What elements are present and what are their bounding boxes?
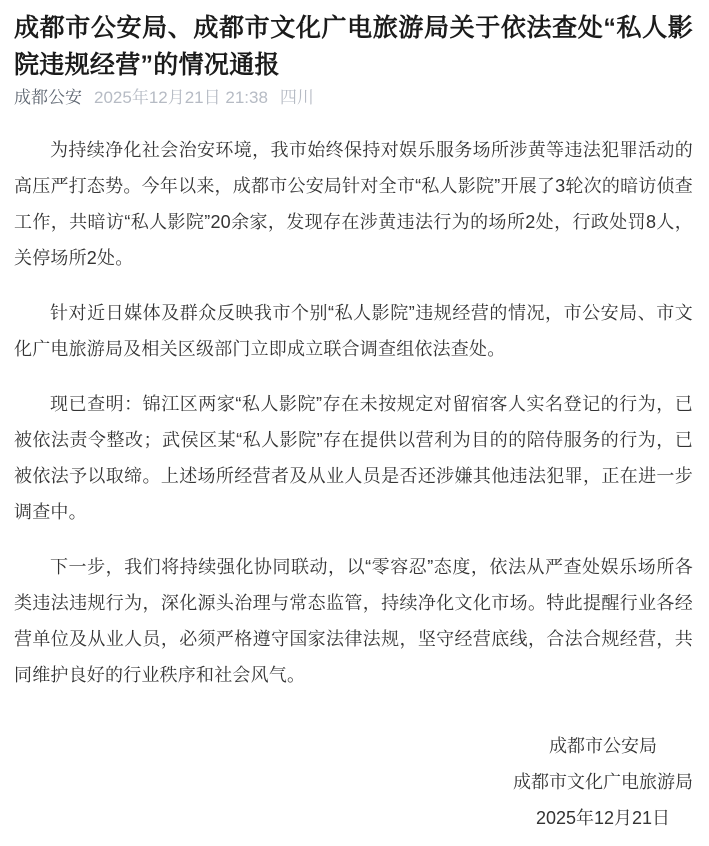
paragraph-1: 为持续净化社会治安环境，我市始终保持对娱乐服务场所涉黄等违法犯罪活动的高压严打态势。今年以来，成都市公安局针对全市“私人影院”开展了3轮次的暗访侦查工作，共暗访“私人影院”20余家，发现存在涉黄违法行为的场所2处，行政处罚8人，关停场所2处。 [14,140,693,268]
article-byline [14,86,693,110]
source-account-link[interactable]: 成都公安 [14,88,82,107]
signature-date: 2025年12月21日 [535,808,671,828]
paragraph-2: 针对近日媒体及群众反映我市个别“私人影院”违规经营的情况，市公安局、市文化广电旅游局及相关区级部门立即成立联合调查组依法查处。 [14,303,693,359]
article-title: 成都市公安局、成都市文化广电旅游局关于依法查处“私人影院违规经营”的情况通报 [14,14,693,79]
article-body [14,132,693,836]
signature-issuer-1: 成都市公安局 [549,736,657,756]
signature-block [513,728,693,836]
publish-location: 四川 [279,88,314,107]
signature-issuer-2: 成都市文化广电旅游局 [513,772,693,792]
paragraph-3: 现已查明：锦江区两家“私人影院”存在未按规定对留宿客人实名登记的行为，已被依法责令整改；武侯区某“私人影院”存在提供以营利为目的的陪侍服务的行为，已被依法予以取缔。上述场所经营者及从业人员是否还涉嫌其他违法犯罪，正在进一步调查中。 [14,394,693,522]
publish-datetime: 2025年12月21日 21:38 [94,88,268,107]
paragraph-4: 下一步，我们将持续强化协同联动，以“零容忍”态度，依法从严查处娱乐场所各类违法违规行为，深化源头治理与常态监管，持续净化文化市场。特此提醒行业各经营单位及从业人员，必须严格遵守国家法律法规，坚守经营底线，合法合规经营，共同维护良好的行业秩序和社会风气。 [14,557,693,685]
